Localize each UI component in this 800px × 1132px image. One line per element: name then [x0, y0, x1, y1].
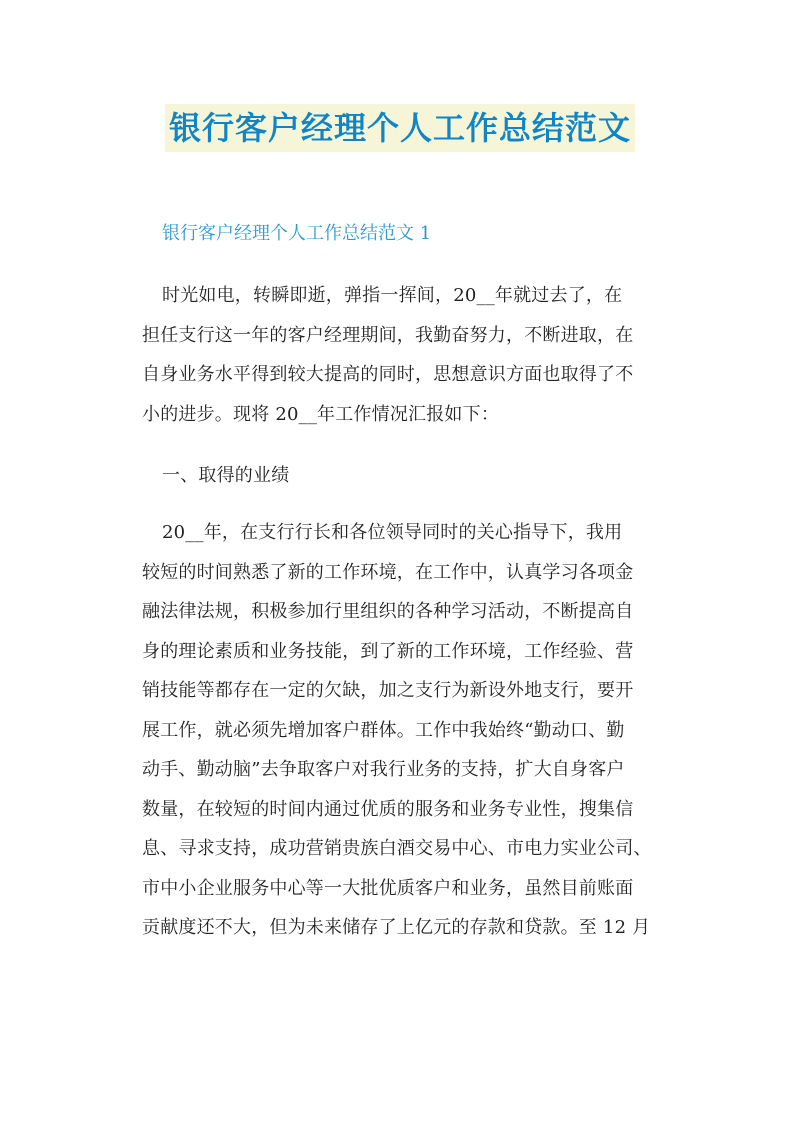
- text-line: 贡献度还不大，但为未来储存了上亿元的存款和贷款。至 12 月: [142, 917, 651, 938]
- text-line: 较短的时间熟悉了新的工作环境，在工作中，认真学习各项金: [142, 561, 634, 583]
- text-line: 担任支行这一年的客户经理期间，我勤奋努力，不断进取，在: [142, 324, 634, 346]
- paragraph-achievements: [142, 513, 662, 948]
- text-line: 息、寻求支持，成功营销贵族白酒交易中心、市电力实业公司、: [142, 838, 652, 859]
- section-heading-achievements: [142, 456, 662, 496]
- text-line: 时光如电，转瞬即逝，弹指一挥间，20__年就过去了，在: [162, 285, 623, 306]
- text-line: 融法律法规，积极参加行里组织的各种学习活动，不断提高自: [142, 601, 634, 622]
- section-heading: 一、取得的业绩: [162, 465, 290, 486]
- text-line: 数量，在较短的时间内通过优质的服务和业务专业性，搜集信: [142, 798, 634, 820]
- paragraph-intro: [142, 276, 662, 434]
- text-line: 市中小企业服务中心等一大批优质客户和业务，虽然目前账面: [142, 877, 634, 899]
- text-line: 20__年，在支行行长和各位领导同时的关心指导下，我用: [162, 522, 623, 543]
- text-line: 动手、勤动脑”去争取客户对我行业务的支持，扩大自身客户: [142, 759, 625, 780]
- text-line: 销技能等都存在一定的欠缺，加之支行为新设外地支行，要开: [142, 680, 634, 701]
- text-line: 身的理论素质和业务技能，到了新的工作环境，工作经验、营: [142, 640, 634, 662]
- section-subtitle: 银行客户经理个人工作总结范文 1: [162, 223, 432, 244]
- title-container: [0, 104, 800, 152]
- text-line: 自身业务水平得到较大提高的同时，思想意识方面也取得了不: [142, 364, 634, 385]
- text-line: 小的进步。现将 20__年工作情况汇报如下：: [142, 403, 500, 425]
- document-title: 银行客户经理个人工作总结范文: [165, 104, 635, 152]
- text-line: 展工作，就必须先增加客户群体。工作中我始终“勤动口、勤: [142, 719, 625, 741]
